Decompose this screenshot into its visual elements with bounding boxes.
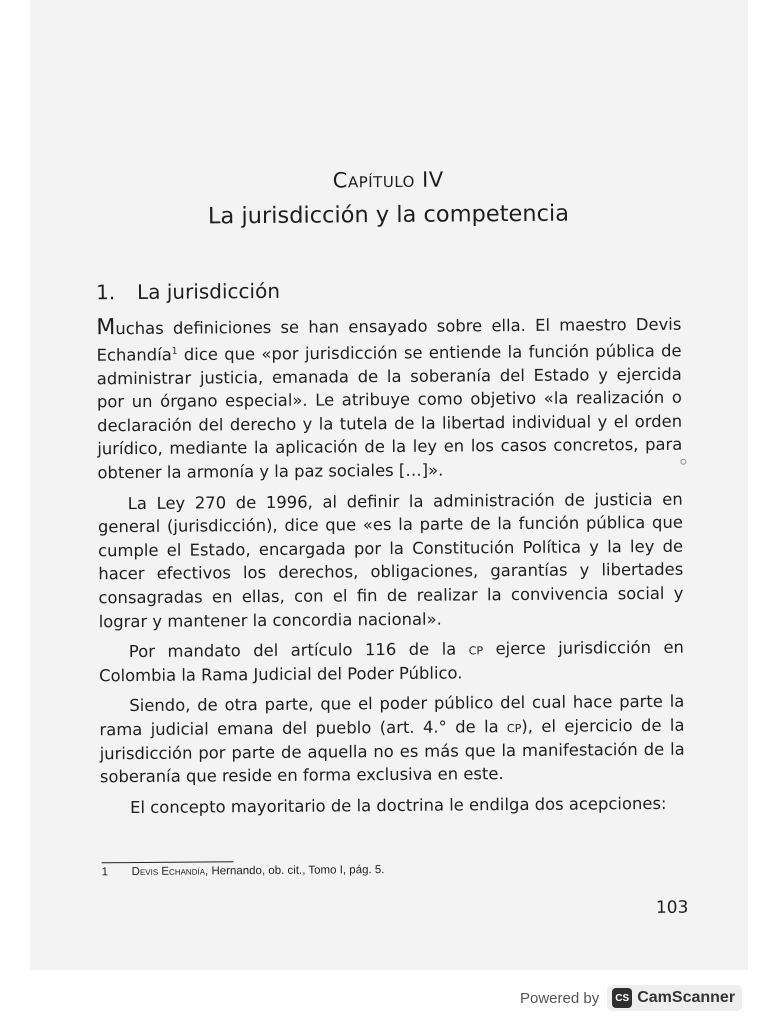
chapter-title: La jurisdicción y la competencia xyxy=(207,200,570,230)
section-number: 1. xyxy=(95,280,116,305)
paragraph-3 xyxy=(99,636,684,688)
paragraph-4 xyxy=(99,690,685,789)
footnote-divider xyxy=(102,861,234,863)
camscanner-logo-icon: CS xyxy=(612,988,632,1008)
footnote xyxy=(102,864,385,878)
paragraph-2: La Ley 270 de 1996, al definir la administración de justicia en general (jurisdicción), dice que «es la parte de la función pública que cumple el Estado, encargada por la Constitución Política y la ley de hacer efectivos los derechos, obligaciones, garantías y libertades consagradas en ellas, con el fin de realizar la convivencia social y lograr y mantener la concordia nacional». xyxy=(97,489,684,631)
body-text xyxy=(96,312,685,827)
chapter-label xyxy=(58,165,718,194)
footnote-author: Devis Echandía xyxy=(131,865,206,879)
paragraph-1-text-b: dice que «por jurisdicción se entiende la función pública de administrar justicia, emanada de la soberanía del Estado y ejercida por un órgano especial». Le atribuye como objetivo «la realización o declaración del derecho y la tutela de la libertad individual y el orden jurídico, mediante la aplicación de la ley en los casos concretos, para obtener la armonía y la paz sociales […]». xyxy=(96,340,683,483)
paragraph-1-text-a: uchas definiciones se han ensayado sobre ella. El maestro Devis Echandía xyxy=(96,314,682,365)
camscanner-watermark xyxy=(520,984,742,1012)
paragraph-5: El concepto mayoritario de la doctrina le endilga dos acepciones: xyxy=(130,793,667,817)
chapter-numeral: IV xyxy=(422,167,444,192)
section-heading xyxy=(96,279,280,304)
footnote-text: , Hernando, ob. cit., Tomo I, pág. 5. xyxy=(204,864,385,878)
paragraph-4-abbr: cp xyxy=(506,716,522,737)
chapter-label-rest: apítulo xyxy=(347,167,416,193)
chapter-label-initial: C xyxy=(332,168,348,193)
paragraph-4-text-a: Siendo, de otra parte, que el poder público del cual hace parte la rama judicial emana del pueblo (art. 4.° de la xyxy=(99,692,685,740)
paragraph-1 xyxy=(96,312,682,485)
page-number: 103 xyxy=(655,897,689,918)
camscanner-brand: CamScanner xyxy=(637,989,736,1006)
drop-cap: M xyxy=(96,315,116,341)
book-page xyxy=(57,0,725,1027)
section-title: La jurisdicción xyxy=(136,278,281,304)
footnote-number: 1 xyxy=(101,866,109,879)
powered-by-label: Powered by xyxy=(520,989,600,1007)
paragraph-3-text-a: Por mandato del artículo 116 de la xyxy=(128,639,469,662)
camscanner-badge xyxy=(607,985,742,1011)
paragraph-4-text-b: ), el ejercicio de la jurisdicción por parte de aquella no es más que la manifestación de la soberanía que reside en forma exclusiva en este. xyxy=(99,715,685,787)
paragraph-3-text-b: ejerce jurisdicción en Colombia la Rama Judicial del Poder Público. xyxy=(99,637,684,686)
scan-speck xyxy=(680,459,686,465)
footnote-ref: 1 xyxy=(171,346,178,357)
paragraph-3-abbr: cp xyxy=(468,639,484,659)
